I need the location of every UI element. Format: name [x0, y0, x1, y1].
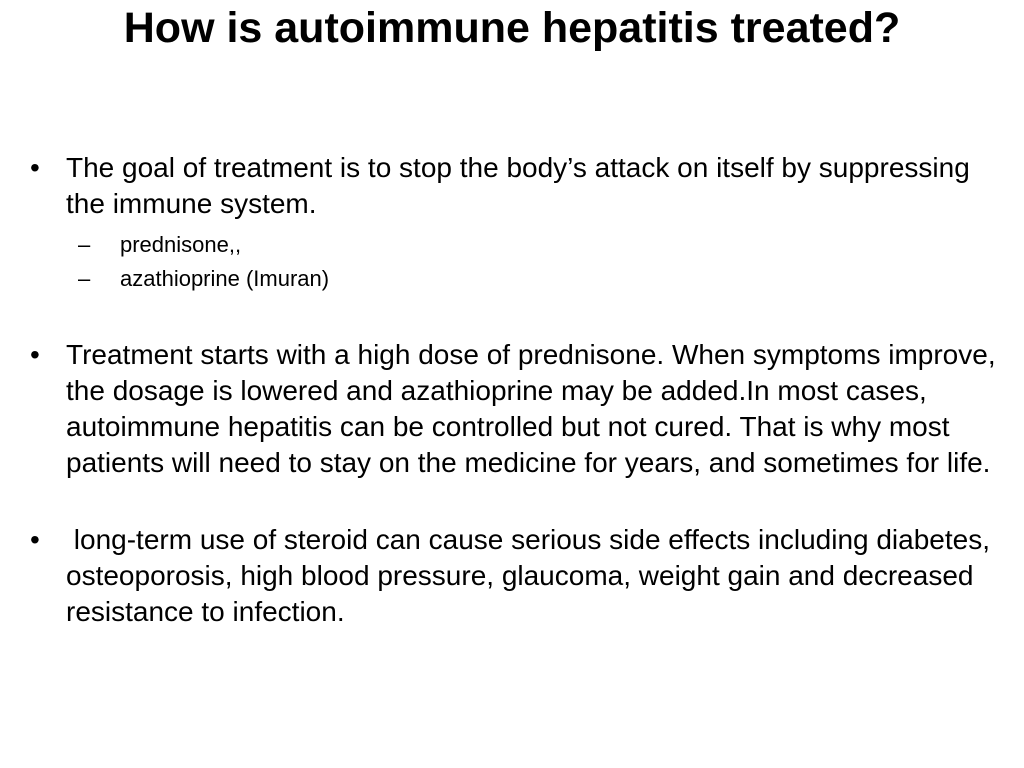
sub-bullet-list [66, 228, 1010, 296]
sub-bullet-item [66, 262, 1010, 296]
bullet-text: long-term use of steroid can cause serious side effects including diabetes, osteoporosis, high blood pressure, glaucoma, weight gain and decreased resistance to infection. [66, 524, 998, 627]
bullet-item [0, 522, 1024, 630]
bullet-marker: • [30, 524, 40, 555]
sub-bullet-text: prednisone,, [120, 232, 242, 257]
sub-bullet-item [66, 228, 1010, 262]
bullet-text: Treatment starts with a high dose of prednisone. When symptoms improve, the dosage is lowered and azathioprine may be added.In most cases, autoimmune hepatitis can be controlled but not cured. That is why most patients will need to stay on the medicine for years, and sometimes for life. [66, 339, 996, 478]
bullet-item [0, 150, 1024, 296]
sub-bullet-marker: – [78, 232, 91, 257]
bullet-item [0, 337, 1024, 481]
bullet-list [0, 150, 1024, 630]
bullet-text: The goal of treatment is to stop the body’s attack on itself by suppressing the immune system. [66, 152, 970, 219]
slide-title: How is autoimmune hepatitis treated? [123, 4, 901, 52]
sub-bullet-marker: – [78, 266, 91, 291]
sub-bullet-text: azathioprine (Imuran) [120, 266, 330, 291]
bullet-marker: • [30, 152, 40, 183]
bullet-marker: • [30, 339, 40, 370]
